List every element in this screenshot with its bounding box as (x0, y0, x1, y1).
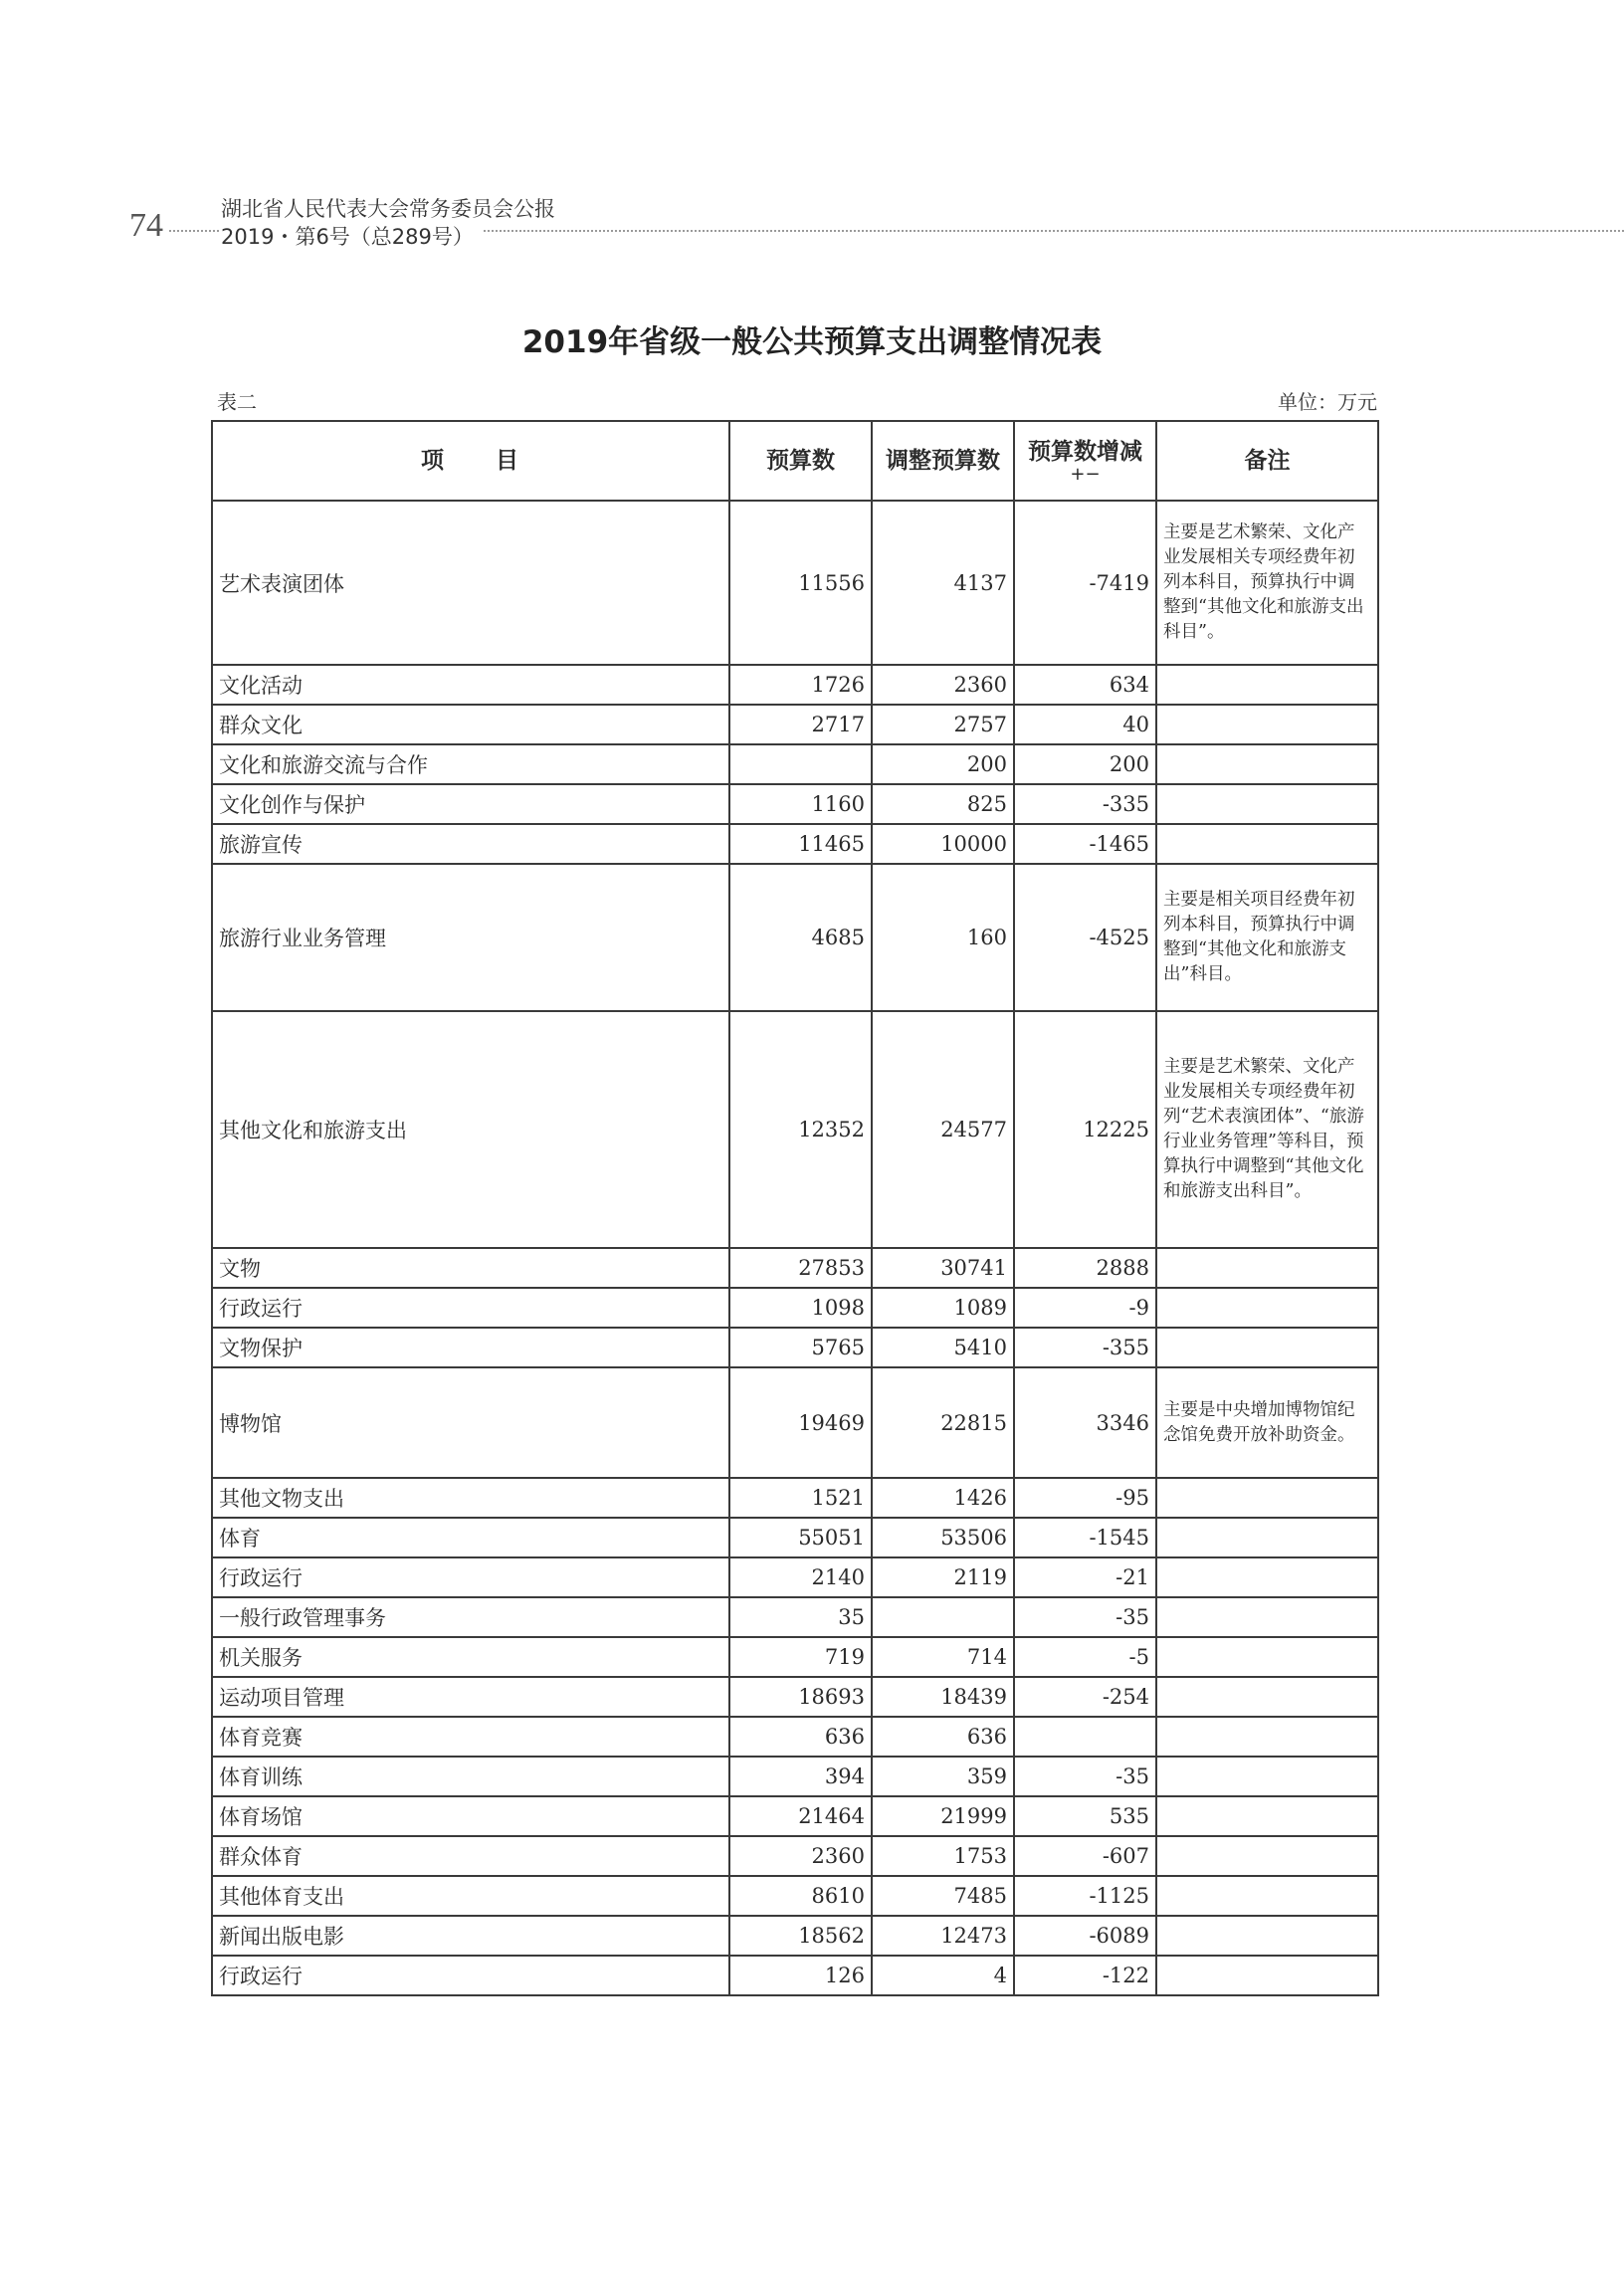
row-budget-value (729, 744, 872, 784)
row-item-name: 文化创作与保护 (212, 784, 729, 824)
row-note (1156, 744, 1378, 784)
column-header-note: 备注 (1156, 421, 1378, 501)
journal-name: 湖北省人民代表大会常务委员会公报 (221, 193, 561, 223)
row-change-value: 2888 (1014, 1248, 1156, 1288)
row-note (1156, 1597, 1378, 1637)
journal-header (0, 189, 1624, 249)
row-adjusted-value: 2757 (872, 705, 1014, 744)
row-budget-value: 1098 (729, 1288, 872, 1328)
row-change-value: -335 (1014, 784, 1156, 824)
row-budget-value: 2360 (729, 1836, 872, 1876)
row-change-value: -607 (1014, 1836, 1156, 1876)
table-body (212, 501, 1378, 1995)
row-item-name: 文物保护 (212, 1328, 729, 1367)
table-row (212, 864, 1378, 1011)
column-header-budget: 预算数 (729, 421, 872, 501)
row-adjusted-value: 1426 (872, 1478, 1014, 1518)
row-item-name: 博物馆 (212, 1367, 729, 1478)
row-budget-value: 27853 (729, 1248, 872, 1288)
row-budget-value: 35 (729, 1597, 872, 1637)
table-row (212, 1248, 1378, 1288)
table-row (212, 1518, 1378, 1557)
row-note (1156, 1328, 1378, 1367)
row-budget-value: 1521 (729, 1478, 872, 1518)
row-adjusted-value: 10000 (872, 824, 1014, 864)
row-adjusted-value: 53506 (872, 1518, 1014, 1557)
table-row (212, 1836, 1378, 1876)
table-row (212, 1367, 1378, 1478)
row-adjusted-value: 2360 (872, 665, 1014, 705)
row-change-value: 634 (1014, 665, 1156, 705)
column-header-change-label: 预算数增减 (1028, 439, 1142, 465)
row-item-name: 体育 (212, 1518, 729, 1557)
row-budget-value: 2717 (729, 705, 872, 744)
row-adjusted-value: 636 (872, 1717, 1014, 1757)
table-row (212, 744, 1378, 784)
row-change-value: -1465 (1014, 824, 1156, 864)
row-budget-value: 8610 (729, 1876, 872, 1916)
row-adjusted-value: 30741 (872, 1248, 1014, 1288)
row-note (1156, 1836, 1378, 1876)
unit-label: 单位：万元 (1278, 390, 1377, 414)
table-row (212, 1557, 1378, 1597)
page-title: 2019年省级一般公共预算支出调整情况表 (521, 324, 1103, 360)
row-budget-value: 1726 (729, 665, 872, 705)
row-item-name: 文化和旅游交流与合作 (212, 744, 729, 784)
row-note: 主要是艺术繁荣、文化产业发展相关专项经费年初列“艺术表演团体”、“旅游行业业务管理”等科目，预算执行中调整到“其他文化和旅游支出科目”。 (1156, 1011, 1378, 1248)
table-row (212, 1011, 1378, 1248)
row-note: 主要是中央增加博物馆纪念馆免费开放补助资金。 (1156, 1367, 1378, 1478)
table-row (212, 1757, 1378, 1796)
table-row (212, 1677, 1378, 1717)
row-change-value: -7419 (1014, 501, 1156, 665)
row-change-value: -35 (1014, 1597, 1156, 1637)
issue-number: 2019・第6号（总289号） (221, 221, 482, 251)
row-adjusted-value: 714 (872, 1637, 1014, 1677)
table-number: 表二 (217, 390, 257, 414)
row-budget-value: 11465 (729, 824, 872, 864)
row-adjusted-value: 1089 (872, 1288, 1014, 1328)
row-note (1156, 1796, 1378, 1836)
row-item-name: 旅游宣传 (212, 824, 729, 864)
row-change-value: -254 (1014, 1677, 1156, 1717)
row-item-name: 行政运行 (212, 1288, 729, 1328)
row-adjusted-value: 1753 (872, 1836, 1014, 1876)
row-budget-value: 18562 (729, 1916, 872, 1956)
row-change-value: -21 (1014, 1557, 1156, 1597)
row-note (1156, 1757, 1378, 1796)
row-budget-value: 719 (729, 1637, 872, 1677)
row-change-value: 3346 (1014, 1367, 1156, 1478)
row-note: 主要是艺术繁荣、文化产业发展相关专项经费年初列本科目，预算执行中调整到“其他文化和旅游支出科目”。 (1156, 501, 1378, 665)
row-budget-value: 12352 (729, 1011, 872, 1248)
table-row (212, 1956, 1378, 1995)
row-item-name: 体育场馆 (212, 1796, 729, 1836)
row-change-value: -9 (1014, 1288, 1156, 1328)
table-row (212, 784, 1378, 824)
row-adjusted-value: 200 (872, 744, 1014, 784)
table-row (212, 501, 1378, 665)
row-budget-value: 55051 (729, 1518, 872, 1557)
row-change-value: -5 (1014, 1637, 1156, 1677)
row-budget-value: 394 (729, 1757, 872, 1796)
row-item-name: 群众体育 (212, 1836, 729, 1876)
row-item-name: 艺术表演团体 (212, 501, 729, 665)
row-item-name: 文化活动 (212, 665, 729, 705)
row-note (1156, 1677, 1378, 1717)
row-adjusted-value: 12473 (872, 1916, 1014, 1956)
row-adjusted-value: 5410 (872, 1328, 1014, 1367)
table-row (212, 1916, 1378, 1956)
row-adjusted-value: 4 (872, 1956, 1014, 1995)
row-adjusted-value: 7485 (872, 1876, 1014, 1916)
column-header-item: 项 目 (212, 421, 729, 501)
table-row (212, 824, 1378, 864)
row-adjusted-value (872, 1597, 1014, 1637)
row-change-value: -1125 (1014, 1876, 1156, 1916)
row-budget-value: 126 (729, 1956, 872, 1995)
table-row (212, 1478, 1378, 1518)
row-note (1156, 824, 1378, 864)
row-change-value: -35 (1014, 1757, 1156, 1796)
row-item-name: 文物 (212, 1248, 729, 1288)
row-adjusted-value: 825 (872, 784, 1014, 824)
row-budget-value: 11556 (729, 501, 872, 665)
row-note (1156, 784, 1378, 824)
row-adjusted-value: 21999 (872, 1796, 1014, 1836)
row-change-value: -1545 (1014, 1518, 1156, 1557)
row-item-name: 行政运行 (212, 1956, 729, 1995)
row-note (1156, 1518, 1378, 1557)
row-item-name: 其他文物支出 (212, 1478, 729, 1518)
page-number: 74 (129, 207, 163, 244)
row-budget-value: 2140 (729, 1557, 872, 1597)
table-row (212, 705, 1378, 744)
row-change-value: 200 (1014, 744, 1156, 784)
table-row (212, 1876, 1378, 1916)
row-item-name: 群众文化 (212, 705, 729, 744)
row-budget-value: 18693 (729, 1677, 872, 1717)
row-note (1156, 1956, 1378, 1995)
table-row (212, 1597, 1378, 1637)
row-note (1156, 1916, 1378, 1956)
row-note (1156, 1876, 1378, 1916)
row-change-value: 12225 (1014, 1011, 1156, 1248)
table-header-row (212, 421, 1378, 501)
row-note (1156, 1717, 1378, 1757)
row-change-value: -122 (1014, 1956, 1156, 1995)
table-row (212, 1637, 1378, 1677)
table-row (212, 1288, 1378, 1328)
row-note (1156, 665, 1378, 705)
row-item-name: 旅游行业业务管理 (212, 864, 729, 1011)
row-budget-value: 5765 (729, 1328, 872, 1367)
row-change-value: -4525 (1014, 864, 1156, 1011)
row-change-value: -355 (1014, 1328, 1156, 1367)
row-change-value: -6089 (1014, 1916, 1156, 1956)
row-note (1156, 1557, 1378, 1597)
row-item-name: 其他体育支出 (212, 1876, 729, 1916)
row-item-name: 新闻出版电影 (212, 1916, 729, 1956)
row-note (1156, 1248, 1378, 1288)
row-item-name: 体育竞赛 (212, 1717, 729, 1757)
table-row (212, 665, 1378, 705)
row-note (1156, 1478, 1378, 1518)
column-header-change (1014, 421, 1156, 501)
row-change-value: 535 (1014, 1796, 1156, 1836)
table-row (212, 1796, 1378, 1836)
row-item-name: 机关服务 (212, 1637, 729, 1677)
row-budget-value: 1160 (729, 784, 872, 824)
row-change-value (1014, 1717, 1156, 1757)
row-budget-value: 21464 (729, 1796, 872, 1836)
row-note (1156, 705, 1378, 744)
row-item-name: 体育训练 (212, 1757, 729, 1796)
row-item-name: 一般行政管理事务 (212, 1597, 729, 1637)
column-header-change-sign: +− (1070, 464, 1101, 485)
row-adjusted-value: 22815 (872, 1367, 1014, 1478)
row-change-value: 40 (1014, 705, 1156, 744)
row-adjusted-value: 359 (872, 1757, 1014, 1796)
row-budget-value: 19469 (729, 1367, 872, 1478)
row-note (1156, 1637, 1378, 1677)
table-row (212, 1717, 1378, 1757)
row-item-name: 运动项目管理 (212, 1677, 729, 1717)
row-adjusted-value: 24577 (872, 1011, 1014, 1248)
row-note (1156, 1288, 1378, 1328)
row-item-name: 其他文化和旅游支出 (212, 1011, 729, 1248)
budget-table (211, 420, 1379, 1996)
row-budget-value: 4685 (729, 864, 872, 1011)
row-adjusted-value: 18439 (872, 1677, 1014, 1717)
table-row (212, 1328, 1378, 1367)
row-note: 主要是相关项目经费年初列本科目，预算执行中调整到“其他文化和旅游支出”科目。 (1156, 864, 1378, 1011)
row-change-value: -95 (1014, 1478, 1156, 1518)
row-adjusted-value: 2119 (872, 1557, 1014, 1597)
row-item-name: 行政运行 (212, 1557, 729, 1597)
row-adjusted-value: 4137 (872, 501, 1014, 665)
row-adjusted-value: 160 (872, 864, 1014, 1011)
row-budget-value: 636 (729, 1717, 872, 1757)
column-header-adjusted: 调整预算数 (872, 421, 1014, 501)
